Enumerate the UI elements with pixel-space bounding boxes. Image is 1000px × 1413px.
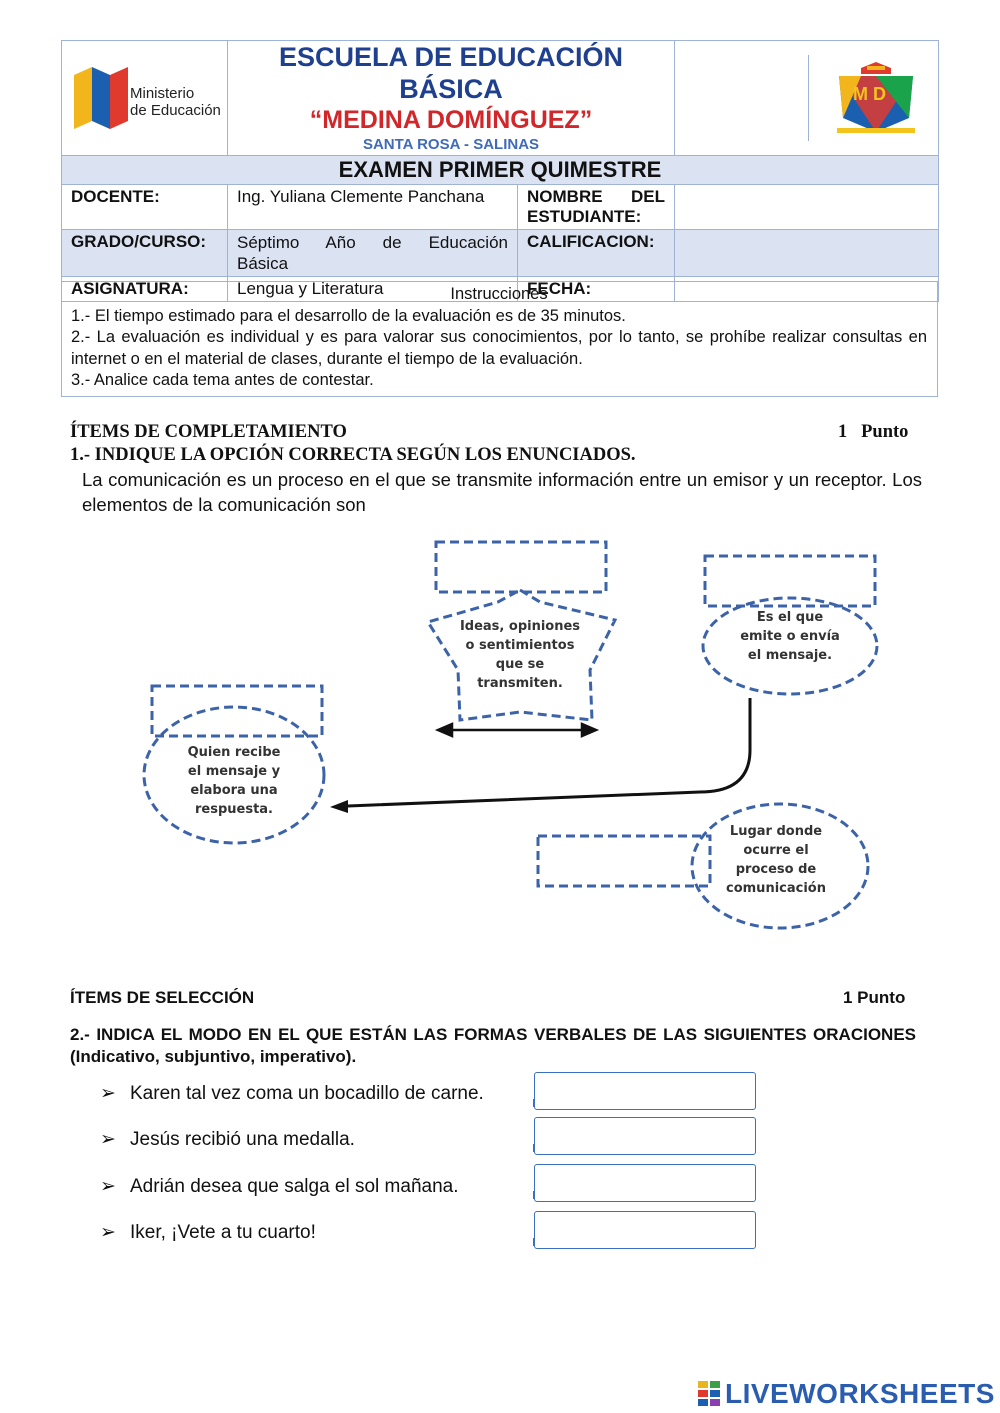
instructions-title: Instrucciones: [450, 285, 548, 303]
asignatura-label: ASIGNATURA:: [62, 277, 228, 302]
arrow-head-icon: [330, 800, 348, 813]
answer-input-4[interactable]: [534, 1211, 756, 1249]
nombre-label-line1: NOMBRE DEL: [527, 187, 666, 206]
school-subtitle: “MEDINA DOMÍNGUEZ”: [309, 106, 593, 134]
mensaje-line: transmiten.: [477, 676, 563, 691]
ministry-line1: Ministerio: [130, 85, 195, 102]
contexto-line: Lugar donde: [729, 824, 823, 839]
section2-question: 2.- INDICA EL MODO EN EL QUE ESTÁN LAS FORMAS VERBALES DE LAS SIGUIENTES ORACIONES (Indicativo, subjuntivo, imperativo).: [70, 1025, 916, 1066]
emisor-line: emite o envía: [740, 629, 840, 644]
emisor-text: [720, 608, 860, 665]
school-title-cell: [228, 41, 675, 156]
receptor-line: Quien recibe: [187, 745, 281, 760]
answer-input-2[interactable]: [534, 1117, 756, 1155]
footer-brand-text: LIVEWORKSHEETS: [725, 1378, 995, 1409]
fecha-label: FECHA:: [518, 277, 675, 302]
grado-value-line2: Básica: [237, 254, 289, 273]
receptor-line: el mensaje y: [187, 764, 281, 779]
school-crest-icon: [831, 60, 921, 136]
arrow-bullet-icon: ➢: [100, 1176, 116, 1197]
instruction-item: 2.- La evaluación es individual y es para valorar sus conocimientos, por lo tanto, se prohíbe realizar consultas en internet o en el material de clases, durante el tiempo de la evaluación.: [71, 328, 927, 368]
mensaje-answer-input[interactable]: [438, 544, 604, 590]
list-item: [100, 1082, 484, 1105]
ministry-logo-icon: [72, 63, 132, 133]
section2-points: 1 Punto: [843, 988, 906, 1007]
school-location: SANTA ROSA - SALINAS: [362, 136, 540, 153]
section1-points: 1 Punto: [838, 422, 909, 442]
calificacion-field[interactable]: [675, 230, 939, 277]
grado-label: GRADO/CURSO:: [62, 230, 228, 277]
arrow-left-head: [438, 724, 452, 736]
ministry-line2: de Educación: [130, 102, 221, 119]
arrow-bullet-icon: ➢: [100, 1083, 116, 1104]
docente-value: Ing. Yuliana Clemente Panchana: [228, 185, 518, 230]
emisor-line: el mensaje.: [747, 648, 833, 663]
school-crest-text: M D: [853, 84, 887, 104]
nombre-label-line2: ESTUDIANTE:: [527, 207, 642, 226]
contexto-answer-input[interactable]: [540, 838, 708, 884]
mensaje-line: que se: [495, 657, 545, 672]
item-text: Karen tal vez coma un bocadillo de carne.: [130, 1083, 484, 1104]
exam-title: EXAMEN PRIMER QUIMESTRE: [62, 156, 939, 185]
grado-value: [228, 230, 518, 277]
emisor-to-receptor-arrow: [348, 698, 750, 806]
mensaje-text: [450, 617, 590, 693]
arrow-right-head: [582, 724, 596, 736]
section2-heading: ÍTEMS DE SELECCIÓN: [70, 988, 255, 1007]
nombre-field[interactable]: [675, 185, 939, 230]
item-text: Jesús recibió una medalla.: [130, 1129, 355, 1150]
ministry-logo-cell: [62, 41, 228, 156]
asignatura-value: Lengua y Literatura: [228, 277, 518, 302]
list-item: [100, 1175, 459, 1198]
nombre-label: [518, 185, 675, 230]
section1-question: 1.- INDIQUE LA OPCIÓN CORRECTA SEGÚN LOS ENUNCIADOS.: [70, 445, 636, 465]
list-item: [100, 1128, 355, 1151]
docente-label: DOCENTE:: [62, 185, 228, 230]
item-text: Adrián desea que salga el sol mañana.: [130, 1176, 459, 1197]
liveworksheets-logo-icon: [698, 1381, 722, 1407]
grado-value-line1: Séptimo Año de Educación: [237, 233, 508, 252]
receptor-answer-input[interactable]: [154, 688, 320, 734]
receptor-line: respuesta.: [194, 802, 273, 817]
mensaje-line: Ideas, opiniones: [459, 619, 581, 634]
school-name: ESCUELA DE EDUCACIÓN BÁSICA: [278, 42, 624, 104]
receptor-text: [164, 743, 304, 819]
contexto-line: proceso de: [735, 862, 817, 877]
arrow-bullet-icon: ➢: [100, 1222, 116, 1243]
header-table: [61, 40, 939, 302]
footer-brand: [698, 1378, 995, 1410]
contexto-text: [706, 822, 846, 898]
arrow-bullet-icon: ➢: [100, 1129, 116, 1150]
mensaje-line: o sentimientos: [465, 638, 575, 653]
emisor-line: Es el que: [756, 610, 824, 625]
contexto-line: comunicación: [726, 881, 826, 896]
instructions-box: [61, 281, 938, 397]
answer-input-3[interactable]: [534, 1164, 756, 1202]
item-text: Iker, ¡Vete a tu cuarto!: [130, 1222, 316, 1243]
ministry-logo-text: [130, 85, 221, 119]
instruction-item: 1.- El tiempo estimado para el desarrollo de la evaluación es de 35 minutos.: [71, 306, 626, 325]
answer-input-1[interactable]: [534, 1072, 756, 1110]
instruction-item: 3.- Analice cada tema antes de contestar.: [71, 371, 374, 389]
calificacion-label: CALIFICACION:: [518, 230, 675, 277]
list-item: [100, 1221, 316, 1244]
section1-paragraph: La comunicación es un proceso en el que se transmite información entre un emisor y un receptor. Los elementos de la comunicación son: [82, 469, 922, 515]
emisor-answer-input[interactable]: [707, 558, 873, 604]
receptor-line: elabora una: [190, 783, 278, 798]
section1-heading: ÍTEMS DE COMPLETAMIENTO: [70, 422, 347, 442]
school-logo-cell: [675, 41, 939, 156]
contexto-line: ocurre el: [743, 843, 809, 858]
